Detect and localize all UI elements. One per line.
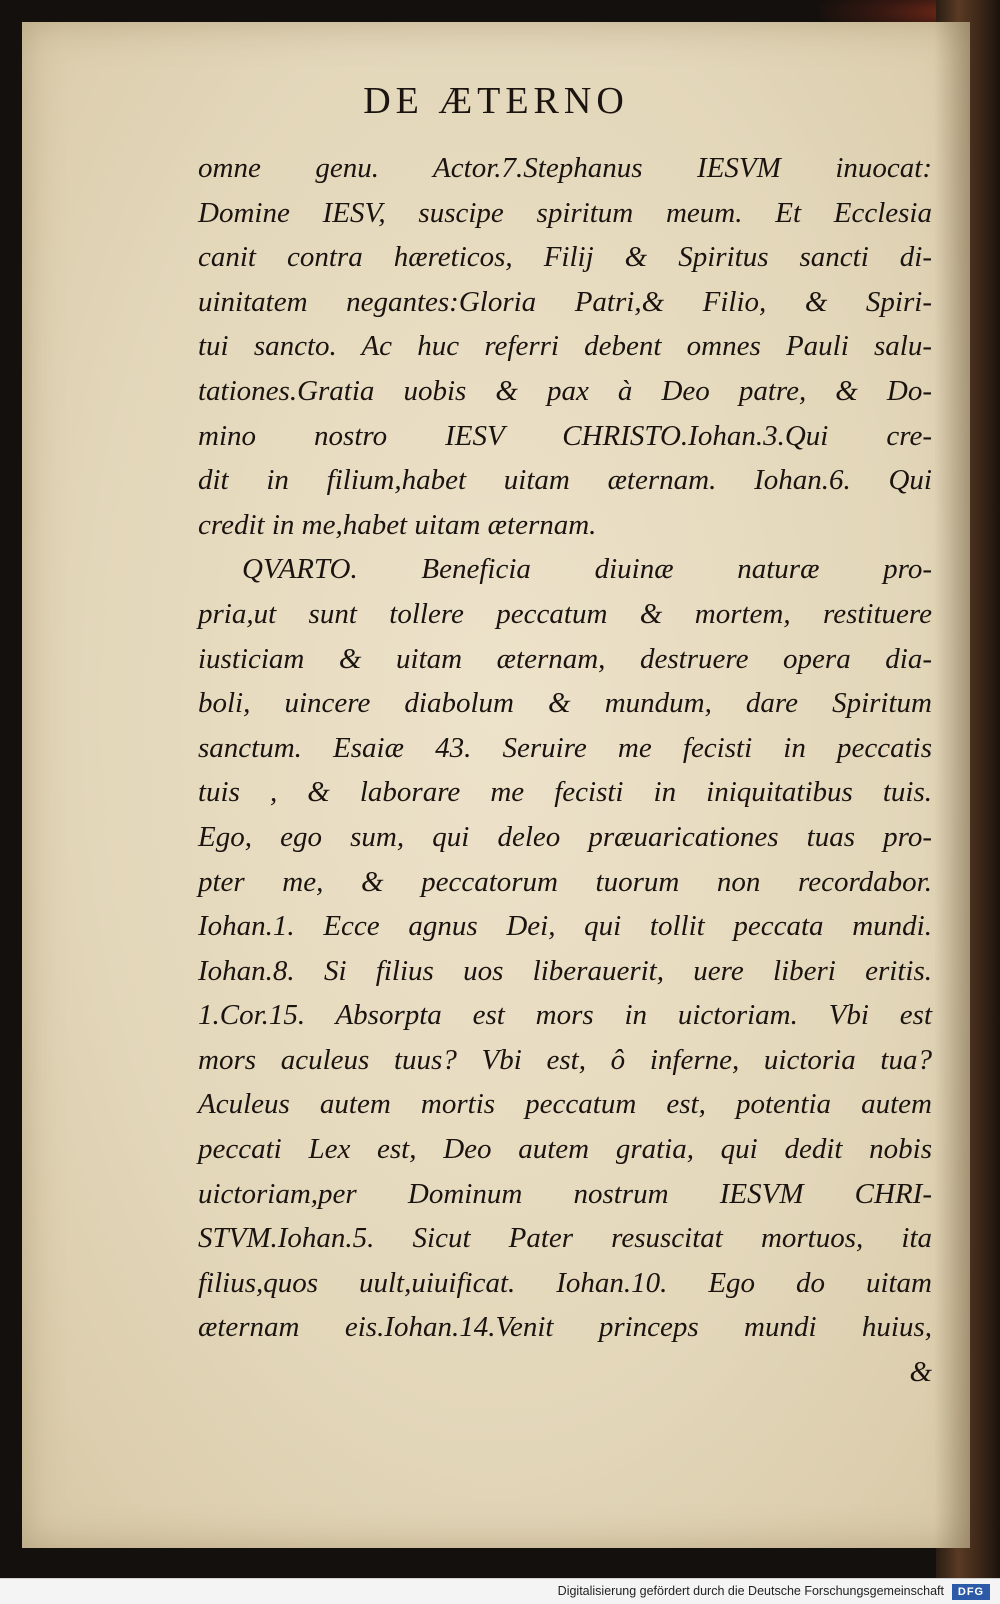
body-text (198, 146, 932, 1395)
text-line: pter me, & peccatorum tuorum non recordabor. (198, 865, 932, 898)
text-line: omne genu. Actor.7.Stephanus IESVM inuocat: (198, 152, 932, 184)
text-line: 1.Cor.15. Absorpta est mors in uictoriam. Vbi est (198, 999, 932, 1032)
text-line: credit in me,habet uitam æternam. (198, 508, 597, 541)
text-line: tationes.Gratia uobis & pax à Deo patre, & Do- (198, 374, 932, 407)
catchword: & (909, 1356, 932, 1389)
text-line: mino nostro IESV CHRISTO.Iohan.3.Qui cre- (198, 419, 932, 452)
text-line: Ego, ego sum, qui deleo præuaricationes tuas pro- (198, 820, 932, 853)
text-line: iusticiam & uitam æternam, destruere opera dia- (198, 642, 932, 675)
text-line: uictoriam,per Dominum nostrum IESVM CHRI- (198, 1177, 932, 1210)
text-line: filius,quos uult,uiuificat. Iohan.10. Ego do uitam (198, 1266, 932, 1299)
page-gutter-shadow (934, 22, 970, 1548)
text-line: boli, uincere diabolum & mundum, dare Spiritum (198, 687, 932, 720)
text-line: mors aculeus tuus? Vbi est, ô inferne, uictoria tua? (198, 1043, 932, 1076)
text-line: æternam eis.Iohan.14.Venit princeps mundi huius, (198, 1311, 932, 1344)
text-line: peccati Lex est, Deo autem gratia, qui dedit nobis (198, 1133, 932, 1166)
text-line: Iohan.8. Si filius uos liberauerit, uere liberi eritis. (198, 954, 932, 987)
book-page (22, 22, 970, 1548)
footer-bar (0, 1578, 1000, 1604)
text-line: dit in filium,habet uitam æternam. Iohan.6. Qui (198, 464, 932, 497)
text-line: canit contra hæreticos, Filij & Spiritus sancti di- (198, 241, 932, 274)
text-line: pria,ut sunt tollere peccatum & mortem, restituere (198, 597, 932, 630)
text-line: Aculeus autem mortis peccatum est, potentia autem (198, 1088, 932, 1121)
text-line: Domine IESV, suscipe spiritum meum. Et Ecclesia (198, 196, 932, 229)
text-line: Iohan.1. Ecce agnus Dei, qui tollit peccata mundi. (198, 910, 932, 943)
text-line: sanctum. Esaiæ 43. Seruire me fecisti in peccatis (198, 731, 932, 764)
text-line: tuis , & laborare me fecisti in iniquitatibus tuis. (198, 776, 932, 809)
dfg-logo: DFG (952, 1584, 990, 1600)
text-line: tui sancto. Ac huc referri debent omnes Pauli salu- (198, 330, 932, 363)
paragraph-start-line: QVARTO. Beneficia diuinæ naturæ pro- (242, 553, 932, 586)
text-line: STVM.Iohan.5. Sicut Pater resuscitat mortuos, ita (198, 1222, 932, 1255)
funding-credit: Digitalisierung gefördert durch die Deutsche Forschungsgemeinschaft (557, 1584, 944, 1598)
text-line: uinitatem negantes:Gloria Patri,& Filio, & Spiri- (198, 285, 932, 318)
running-head: DE ÆTERNO (363, 80, 629, 122)
